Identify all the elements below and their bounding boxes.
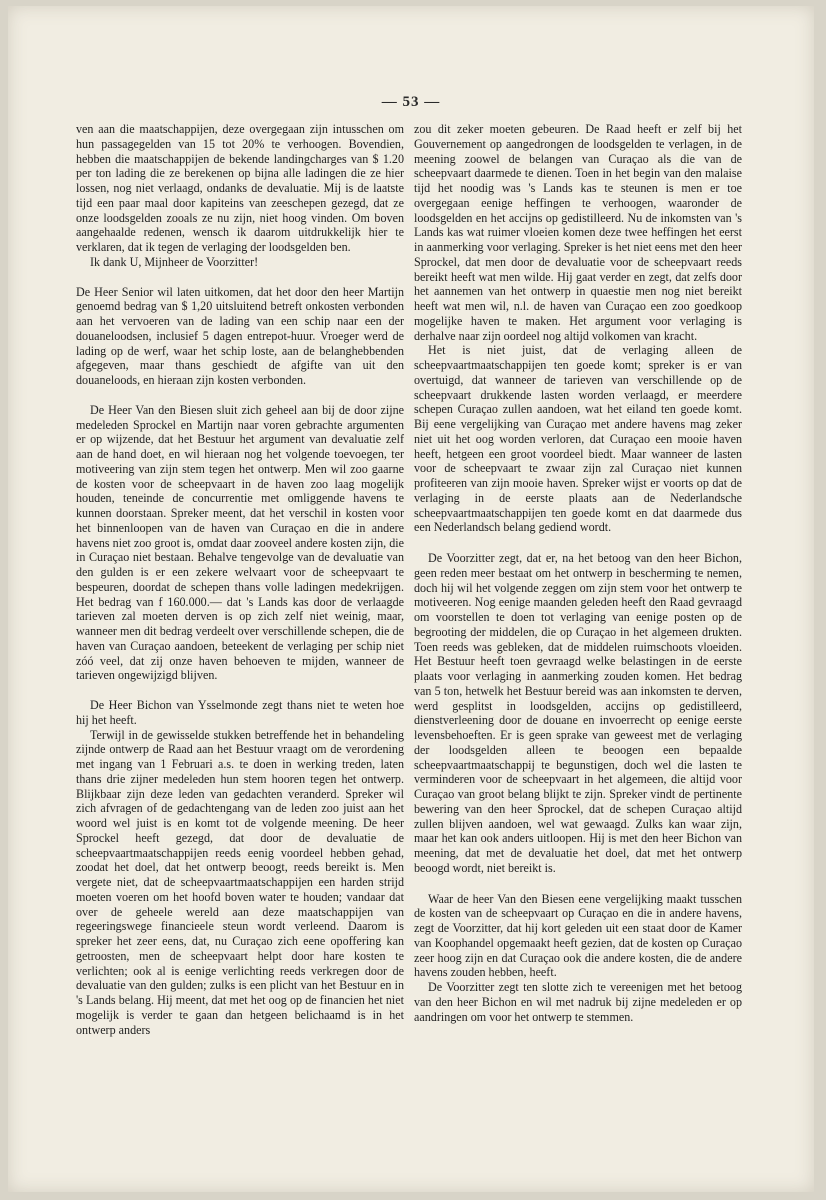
paragraph: Ik dank U, Mijnheer de Voorzitter! <box>90 254 259 269</box>
right-column <box>414 122 742 1024</box>
document-page <box>8 6 814 1192</box>
paragraph: Het is niet juist, dat de verlaging alleen de scheepvaartmaatschappijen ten goede komt; spreker is er van overtuigd, dat wanneer de tarieven van verschillende op de scheepvaart drukkende lasten worden verlaagd, er meerdere schepen Curaçao zullen aandoen, wat het eiland ten goede komt. Bij eene vergelijking van Curaçao met andere havens mag zeker niet uit het oog worden verloren, dat Curaçao een mooie haven heeft, hetgeen een groot voordeel biedt. Maar wanneer de lasten voor de scheepvaart te zwaar zijn zal Curaçao niet kunnen profiteeren van zijn mooie haven. Spreker wijst er voorts op dat de verlaging in de eerste plaats aan de Nederlandsche scheepvaartmaatschappijen ten goede komt en dat daarmede dus een Nederlandsch belang gediend wordt. <box>414 343 742 535</box>
paragraph: Terwijl in de gewisselde stukken betreffende het in behandeling zijnde ontwerp de Raad aan het Bestuur vraagt om de verordening met ingang van 1 Februari a.s. te doen in werking treden, laten thans drie zijner medeleden hun stem hooren tegen het ontwerp. Blijkbaar zijn deze leden van gedachten veranderd. Spreker wil zich afvragen of de gedachtengang van de leden zoo juist aan het woord wel juist is en komt tot de volgende meening. De heer Sprockel heeft gezegd, dat door de devaluatie de scheepvaartmaatschappijen reeds eenig voordeel hebben gehad, zoodat het doel, dat het ontwerp beoogt, reeds bereikt is. Men vergete niet, dat de scheepvaartmaatschappijen een harden strijd moeten voeren om het hoofd boven water te houden; vandaar dat over de geheele wereld aan deze maatschappijen van regeeringswege financieele steun wordt verleend. Daarom is spreker het zeer eens, dat, nu Curaçao zich eene opoffering kan getroosten, men de scheepvaart helpt door hare kosten te verlichten; ook al is eenige verlichting reeds verkregen door de devaluatie van den gulden; zulks is een plicht van het Bestuur en in 's Lands belang. Hij meent, dat met het oog op de financien het niet mogelijk is verder te gaan dan hetgeen belichaamd is in het ontwerp anders <box>76 727 404 1037</box>
left-column <box>76 122 404 1037</box>
paragraph: De Heer Senior wil laten uitkomen, dat het door den heer Martijn genoemd bedrag van $ 1,20 uitsluitend betreft onkosten verbonden aan het vervoeren van de lading van een schip naar een der douaneloodsen, inclusief 5 dagen entrepot-huur. Vroeger werd de lading op de werf, waar het schip loste, aan de belanghebbenden afgegeven, maar thans geschiedt de afgifte van uit den douaneloods, en hieraan zijn kosten verbonden. <box>76 284 404 387</box>
paragraph: De Heer Bichon van Ysselmonde zegt thans niet te weten hoe hij het heeft. <box>76 698 404 727</box>
paragraph: ven aan die maatschappijen, deze overgegaan zijn intusschen om hun passagegelden van 15 tot 20% te verhoogen. Bovendien, hebben die maatschappijen de bekende landingcharges van $ 1.20 per ton lading die ze berekenen op bijna alle ladingen die ze hier lossen, nog niet verlaagd, ondanks de devaluatie. Mij is de laatste tijd een paar maal door kapiteins van zeeschepen gezegd, dat ze onze loodsgelden zooals ze nu zijn, niet hoog vinden. Om boven aangehaalde redenen, wensch ik daarom uitdrukkelijk hier te verklaren, dat ik tegen de verlaging der loodsgelden ben. <box>76 122 404 254</box>
paragraph: Waar de heer Van den Biesen eene vergelijking maakt tusschen de kosten van de scheepvaart op Curaçao en die in andere havens, zegt de Voorzitter, dat hij kort geleden uit een staat door de Kamer van Koophandel opgemaakt heeft gezien, dat de kosten op Curaçao zeer hoog zijn en dat Curaçao ook die andere kosten, die de andere havens zouden hebben, heeft. <box>414 891 742 980</box>
paragraph: De Voorzitter zegt, dat er, na het betoog van den heer Bichon, geen reden meer bestaat om het ontwerp in bescherming te nemen, doch hij wil het volgende zeggen om zijn stem voor het ontwerp te motiveeren. Nog eenige maanden geleden heeft den Raad gevraagd om voorstellen te doen tot verlaging van eenige posten op de begrooting der middelen, die op Curaçao in het algemeen drukten. Toen reeds was gebleken, dat de middelen ruimschoots vloeiden. Het Bestuur heeft toen gevraagd welke belastingen in de eerste plaats voor verlaging in aanmerking zouden komen. Het bedrag van 5 ton, hetwelk het Bestuur bereid was aan inkomsten te derven, werd gesplitst in loodsgelden, accijns op gedistilleerd, dienstverleening door de douane en invoerrecht op eenige eerste levensbehoeften. Er is geen sprake van geweest met de verlaging der loodsgelden alleen te beoogen een bepaalde scheepvaartmaatschappij te begunstigen, doch wel die lasten te verminderen voor de scheepvaart in het algemeen, die altijd voor Curaçao van groot belang blijkt te zijn. Spreker vindt de pertinente bewering van den heer Sprockel, dat de schepen Curaçao altijd zullen blijven aandoen, wel wat gewaagd. Zulks kan waar zijn, maar het kan ook anders uitloopen. Hij is met den heer Bichon van meening, dat met de devaluatie het doel, dat met het ontwerp beoogd wordt, niet bereikt is. <box>414 551 742 875</box>
page-number: — 53 — <box>381 94 441 110</box>
paragraph: De Voorzitter zegt ten slotte zich te vereenigen met het betoog van den heer Bichon en wil met nadruk bij zijne medeleden er op aandringen om voor het ontwerp te stemmen. <box>414 980 742 1024</box>
paragraph: De Heer Van den Biesen sluit zich geheel aan bij de door zijne medeleden Sprockel en Martijn naar voren gebrachte argumenten er op wijzende, dat het Bestuur het argument van devaluatie zelf aan de hand doet, en wil hieraan nog het volgende toevoegen, ter motiveering van zijn stem tegen het ontwerp. Men wil zoo gaarne de kosten voor de scheepvaart in de haven zoo laag mogelijk houden, teneinde de concurrentie met omliggende havens te kunnen doorstaan. Spreker meent, dat het verschil in kosten voor het binnenloopen van de haven van Curaçao en die in andere havens niet zoo groot is, omdat daar zooveel andere kosten zijn, die in Curaçao niet bestaan. Behalve tengevolge van de devaluatie van den gulden is er een zekere welvaart voor de scheepvaart te bespeuren, doordat de schepen thans volle ladingen medekrijgen. Het bedrag van f 160.000.— dat 's Lands kas door de verlaagde tarieven zal moeten derven is op zich zelf niet weinig, maar, wanneer men dit bedrag verdeelt over verschillende schepen, die de haven van Curaçao aandoen, beteekent de verlaging per schip niet zóó veel, dat zij onze haven behoeven te mijden, wanneer de tarieven ongewijzigd blijven. <box>76 402 404 683</box>
paragraph: zou dit zeker moeten gebeuren. De Raad heeft er zelf bij het Gouvernement op aangedrongen de loodsgelden te verlagen, in de meening zoowel de belangen van Curaçao als die van de scheepvaart daarmede te dienen. Toen in het begin van den malaise tijd het noodig was 's Lands kas te steunen is men er toe overgegaan eenige heffingen te verhoogen, waaronder de loodsgelden en het accijns op gedistilleerd. Nu de inkomsten van 's Lands kas wat ruimer vloeien komen deze twee heffingen het eerst in aanmerking voor verlaging. Spreker is het niet eens met den heer Sprockel, dat men door de devaluatie voor de scheepvaart reeds bereikt heeft wat men wilde. Hij gaat verder en zegt, dat zelfs door het aannemen van het ontwerp in quaestie men nog niet bereikt heeft wat men wil, n.l. de haven van Curaçao een zoo goedkoop mogelijke haven te maken. Het argument voor verlaging is derhalve naar zijn oordeel nog altijd volkomen van kracht. <box>414 122 742 343</box>
